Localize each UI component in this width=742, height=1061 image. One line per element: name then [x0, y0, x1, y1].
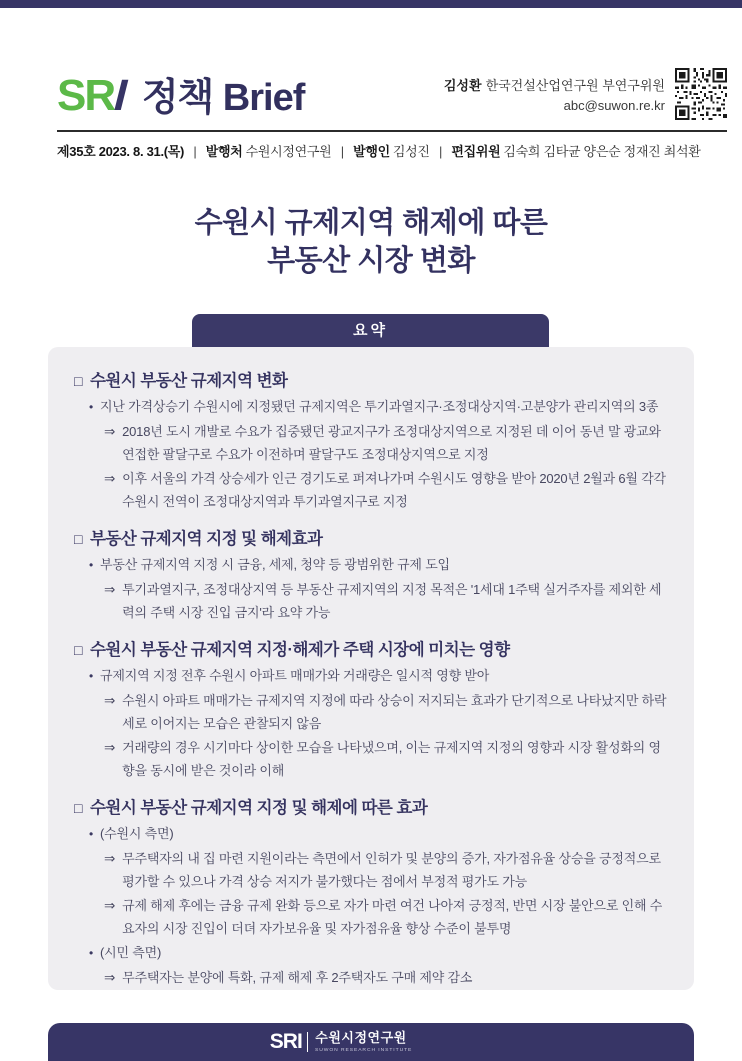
footer-sri-text: SRI — [269, 1030, 302, 1053]
section-heading — [74, 796, 670, 821]
list-item — [74, 420, 670, 466]
list-item-text: (시민 측면) — [100, 945, 162, 960]
list-item — [74, 395, 670, 419]
list-item — [74, 578, 670, 624]
section-designation-effects — [74, 527, 670, 624]
arrow-icon: ⇒ — [104, 740, 116, 755]
qr-code-icon — [675, 68, 727, 120]
author-email[interactable]: abc@suwon.re.kr — [563, 98, 665, 113]
publisher-name: 수원시정연구원 — [245, 144, 332, 159]
list-item — [74, 894, 670, 940]
arrow-icon: ⇒ — [104, 970, 116, 985]
footer-logo-divider — [307, 1032, 309, 1052]
list-item-text: 무주택자의 내 집 마련 지원이라는 측면에서 인허가 및 분양의 증가, 자가점유율 상승을 긍정적으로 평가할 수 있으나 가격 상승 저지가 불가했다는 점에서 부정적 평가도 가능 — [122, 851, 661, 889]
editors-label: 편집위원 — [451, 144, 501, 159]
list-item-text: 수원시 아파트 매매가는 규제지역 지정에 따라 상승이 저지되는 효과가 단기적으로 나타났지만 하락세로 이어지는 모습은 관찰되지 않음 — [122, 693, 667, 731]
summary-box — [48, 347, 694, 990]
section-regulation-changes — [74, 369, 670, 513]
square-bullet-icon: □ — [74, 373, 82, 389]
list-item — [74, 847, 670, 893]
list-item — [74, 689, 670, 735]
section-heading — [74, 638, 670, 663]
bullet-icon: • — [89, 669, 94, 683]
title-line-2: 부동산 시장 변화 — [267, 245, 475, 277]
section-resulting-effects — [74, 796, 670, 989]
list-item — [74, 941, 670, 965]
section-heading-text: 수원시 부동산 규제지역 변화 — [89, 372, 288, 390]
list-item-text: 부동산 규제지역 지정 시 금융, 세제, 청약 등 광범위한 규제 도입 — [100, 557, 450, 572]
list-item-text: 2018년 도시 개발로 수요가 집중됐던 광교지구가 조정대상지역으로 지정된 데 이어 동년 말 광교와 연접한 팔달구로 수요가 이전하며 팔달구도 조정대상지역으로 지정 — [122, 424, 661, 462]
bullet-icon: • — [89, 400, 94, 414]
issue-number: 제35호 2023. 8. 31.(목) — [57, 144, 185, 159]
section-market-impact — [74, 638, 670, 782]
masthead — [57, 70, 727, 160]
list-item — [74, 966, 670, 989]
list-item-text: 규제 해제 후에는 금융 규제 완화 등으로 자가 마련 여건 나아져 긍정적, 반면 시장 불안으로 인해 수요자의 시장 진입이 더뎌 자가보유율 및 자가점유율 향상 수준이 불투명 — [122, 898, 663, 936]
sri-logo-sr: SR — [57, 71, 115, 120]
list-item-text: 이후 서울의 가격 상승세가 인근 경기도로 퍼져나가며 수원시도 영향을 받아 2020년 2월과 6월 각각 수원시 전역이 조정대상지역과 투기과열지구로 지정 — [122, 471, 666, 509]
list-item — [74, 822, 670, 846]
square-bullet-icon: □ — [74, 800, 82, 816]
arrow-icon: ⇒ — [104, 471, 116, 486]
section-heading-text: 수원시 부동산 규제지역 지정·해제가 주택 시장에 미치는 영향 — [89, 641, 510, 659]
list-item — [74, 736, 670, 782]
square-bullet-icon: □ — [74, 531, 82, 547]
top-accent-bar — [0, 0, 742, 8]
footer-org-name-en: SUWON RESEARCH INSTITUTE — [315, 1046, 413, 1052]
issuer-label: 발행인 — [353, 144, 390, 159]
publisher-label: 발행처 — [205, 144, 243, 159]
footer-org-name: 수원시정연구원 — [315, 1029, 407, 1045]
summary-tab: 요약 — [192, 314, 549, 347]
arrow-icon: ⇒ — [104, 424, 116, 439]
bullet-icon: • — [89, 946, 94, 960]
section-heading-text: 수원시 부동산 규제지역 지정 및 해제에 따른 효과 — [89, 799, 428, 817]
page-title — [0, 204, 742, 280]
footer-org-block — [315, 1031, 472, 1054]
arrow-icon: ⇒ — [104, 851, 116, 866]
section-heading-text: 부동산 규제지역 지정 및 해제효과 — [89, 530, 323, 548]
list-item — [74, 467, 670, 513]
list-item-text: 무주택자는 분양에 특화, 규제 해제 후 2주택자도 구매 제약 감소 — [122, 970, 473, 985]
author-block — [444, 76, 665, 116]
bullet-icon: • — [89, 558, 94, 572]
list-item — [74, 553, 670, 577]
footer-sri-logo — [270, 1030, 472, 1054]
arrow-icon: ⇒ — [104, 582, 116, 597]
list-item-text: (수원시 측면) — [100, 826, 174, 841]
policy-brief-wordmark: 정책 Brief — [141, 77, 305, 119]
arrow-icon: ⇒ — [104, 898, 116, 913]
list-item-text: 투기과열지구, 조정대상지역 등 부동산 규제지역의 지정 목적은 '1세대 1주택 실거주자를 제외한 세력의 주택 시장 진입 금지'라 요약 가능 — [122, 582, 662, 620]
sri-logo-i: I — [109, 71, 134, 120]
section-heading — [74, 527, 670, 552]
bullet-icon: • — [89, 827, 94, 841]
separator: | — [193, 144, 197, 159]
separator: | — [438, 144, 443, 159]
author-name: 김성환 — [443, 78, 482, 93]
separator: | — [340, 144, 344, 159]
title-line-1: 수원시 규제지역 해제에 따른 — [194, 207, 548, 239]
sri-policy-brief-logo — [57, 70, 304, 132]
footer-bar — [48, 1023, 694, 1061]
masthead-row — [57, 70, 727, 122]
editors-names: 김숙희 김타균 양은순 정재진 최석환 — [503, 144, 701, 159]
list-item-text: 규제지역 지정 전후 수원시 아파트 매매가와 거래량은 일시적 영향 받아 — [100, 668, 490, 683]
square-bullet-icon: □ — [74, 642, 82, 658]
list-item — [74, 664, 670, 688]
list-item-text: 지난 가격상승기 수원시에 지정됐던 규제지역은 투기과열지구·조정대상지역·고분양가 관리지역의 3종 — [100, 399, 659, 414]
issuer-name: 김성진 — [392, 144, 430, 159]
list-item-text: 거래량의 경우 시기마다 상이한 모습을 나타냈으며, 이는 규제지역 지정의 영향과 시장 활성화의 영향을 동시에 받은 것이라 이해 — [122, 740, 661, 778]
arrow-icon: ⇒ — [104, 693, 116, 708]
section-heading — [74, 369, 670, 394]
publication-info — [57, 141, 727, 160]
author-line — [444, 76, 665, 96]
author-affiliation: 한국건설산업연구원 부연구위원 — [485, 78, 665, 93]
